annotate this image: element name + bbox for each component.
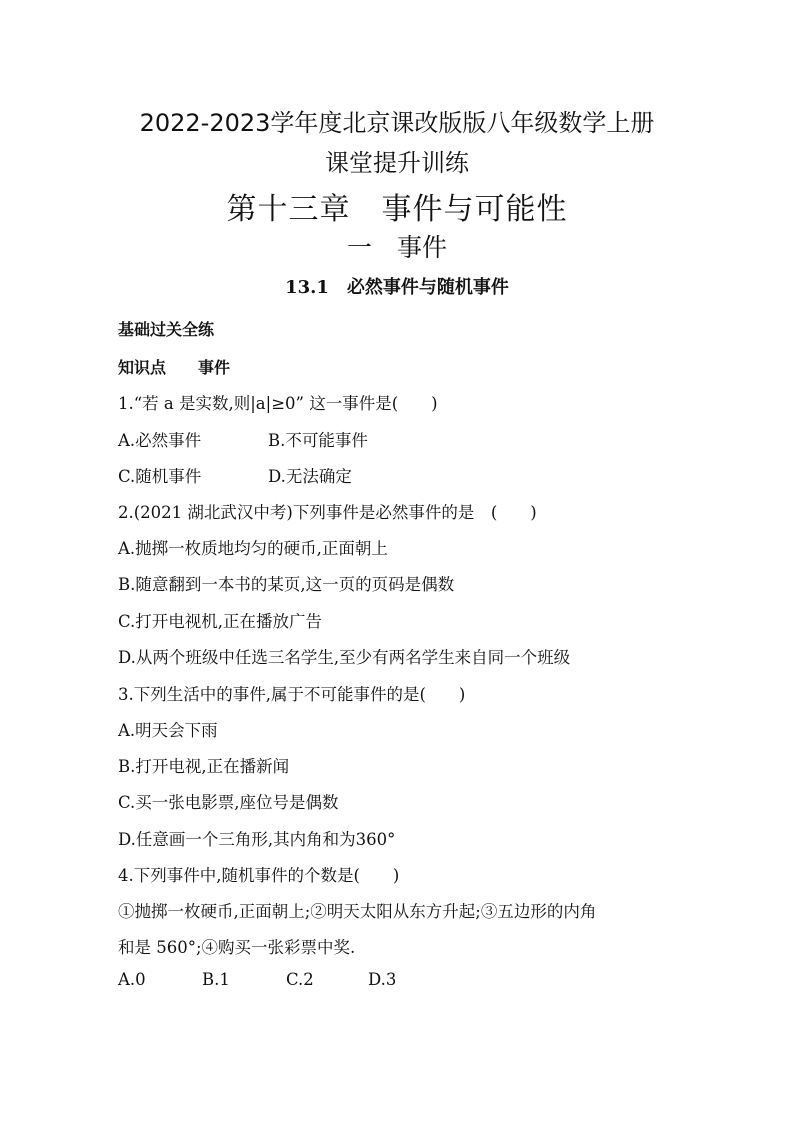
question-2-option-d: D.从两个班级中任选三名学生,至少有两名学生来自同一个班级 (118, 648, 571, 667)
knowledge-point-label: 知识点 事件 (118, 358, 231, 377)
question-1-option-a: A.必然事件 (118, 431, 202, 450)
chapter-heading: 第十三章 事件与可能性 (226, 192, 568, 227)
question-4-option-a: A.0 (118, 970, 146, 989)
question-1-option-c: C.随机事件 (118, 467, 202, 486)
doc-subtitle: 课堂提升训练 (325, 149, 469, 177)
question-4-option-b: B.1 (202, 970, 230, 989)
question-4-stem: 4.下列事件中,随机事件的个数是( ) (118, 866, 400, 885)
question-4-option-c: C.2 (286, 970, 314, 989)
question-1-option-d: D.无法确定 (268, 467, 352, 486)
question-3-option-d: D.任意画一个三角形,其内角和为360° (118, 830, 396, 849)
question-2-option-c: C.打开电视机,正在播放广告 (118, 612, 323, 631)
question-2-option-a: A.抛掷一枚质地均匀的硬币,正面朝上 (118, 539, 388, 558)
question-4-body-line-2: 和是 560°;④购买一张彩票中奖. (118, 938, 356, 957)
practice-label: 基础过关全练 (118, 320, 215, 339)
question-3-stem: 3.下列生活中的事件,属于不可能事件的是( ) (118, 685, 466, 704)
doc-title: 2022-2023学年度北京课改版版八年级数学上册 (139, 109, 655, 137)
question-1-stem: 1.“若 a 是实数,则|a|≥0” 这一事件是( ) (118, 394, 438, 413)
question-3-option-a: A.明天会下雨 (118, 721, 218, 740)
question-4-option-d: D.3 (368, 970, 397, 989)
question-2-option-b: B.随意翻到一本书的某页,这一页的页码是偶数 (118, 575, 455, 594)
question-3-option-b: B.打开电视,正在播新闻 (118, 757, 290, 776)
subchapter-heading: 一 事件 (346, 233, 447, 262)
question-1-option-b: B.不可能事件 (268, 431, 368, 450)
question-4-body-line-1: ①抛掷一枚硬币,正面朝上;②明天太阳从东方升起;③五边形的内角 (118, 902, 597, 921)
question-3-option-c: C.买一张电影票,座位号是偶数 (118, 793, 339, 812)
question-2-stem: 2.(2021 湖北武汉中考)下列事件是必然事件的是 ( ) (118, 503, 537, 522)
section-heading: 13.1 必然事件与随机事件 (285, 277, 509, 298)
